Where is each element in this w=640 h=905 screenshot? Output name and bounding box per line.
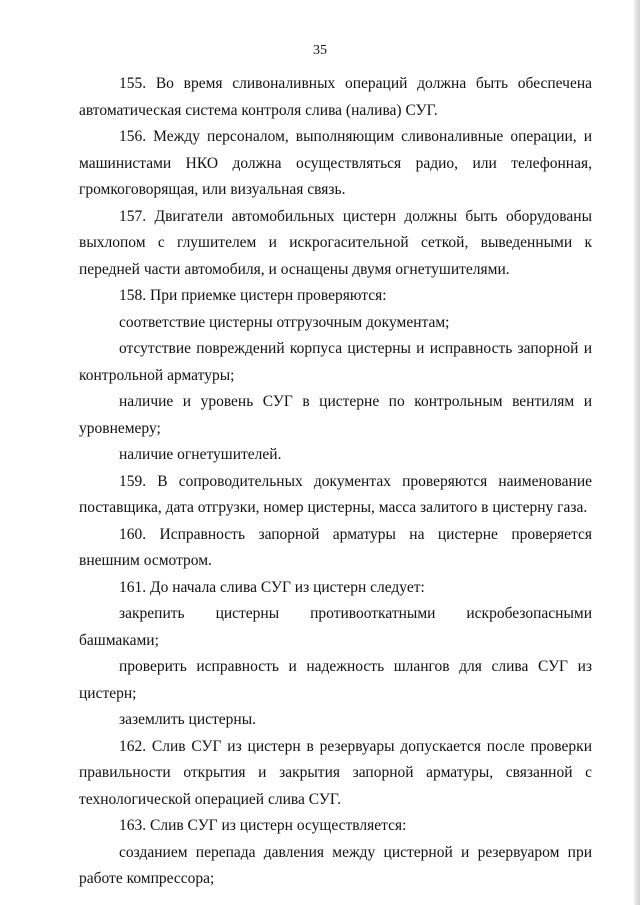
page-edge-shadow bbox=[634, 0, 640, 905]
paragraph-159: 159. В сопроводительных документах проверяются наименование поставщика, дата отгрузки, номер цистерны, масса залитого в цистерну газа. bbox=[79, 472, 592, 516]
paragraph-163: 163. Слив СУГ из цистерн осуществляется: bbox=[119, 817, 407, 834]
list-item: наличие огнетушителей. bbox=[119, 446, 282, 463]
list-item: закрепить цистерны противооткатными искробезопасными башмаками; bbox=[79, 605, 592, 649]
list-item: заземлить цистерны. bbox=[119, 711, 257, 728]
paragraph-162: 162. Слив СУГ из цистерн в резервуары допускается после проверки правильности открытия и закрытия запорной арматуры, связанной с технологической операцией слива СУГ. bbox=[79, 737, 592, 808]
list-item: соответствие цистерны отгрузочным документам; bbox=[119, 313, 450, 331]
document-body bbox=[79, 71, 592, 893]
list-item: отсутствие повреждений корпуса цистерны и исправность запорной и контрольной арматуры; bbox=[79, 340, 592, 384]
list-item: созданием перепада давления между цистерной и резервуаром при работе компрессора; bbox=[79, 843, 592, 887]
list-item: наличие и уровень СУГ в цистерне по контрольным вентилям и уровнемеру; bbox=[79, 393, 592, 437]
page-number: 35 bbox=[313, 43, 327, 58]
paragraph-156: 156. Между персоналом, выполняющим сливоналивные операции, и машинистами НКО должна осуществляться радио, или телефонная, громкоговорящая, или визуальная связь. bbox=[79, 128, 592, 198]
paragraph-161: 161. До начала слива СУГ из цистерн следует: bbox=[119, 578, 425, 596]
paragraph-160: 160. Исправность запорной арматуры на цистерне проверяется внешним осмотром. bbox=[79, 525, 592, 569]
paragraph-158: 158. При приемке цистерн проверяются: bbox=[119, 287, 387, 304]
list-item: проверить исправность и надежность шлангов для слива СУГ из цистерн; bbox=[79, 658, 592, 702]
paragraph-157: 157. Двигатели автомобильных цистерн должны быть оборудованы выхлопом с глушителем и искрогасительной сеткой, выведенными к передней части автомобиля, и оснащены двумя огнетушителями. bbox=[79, 207, 592, 278]
paragraph-155: 155. Во время сливоналивных операций должна быть обеспечена автоматическая система контроля слива (налива) СУГ. bbox=[79, 75, 592, 119]
